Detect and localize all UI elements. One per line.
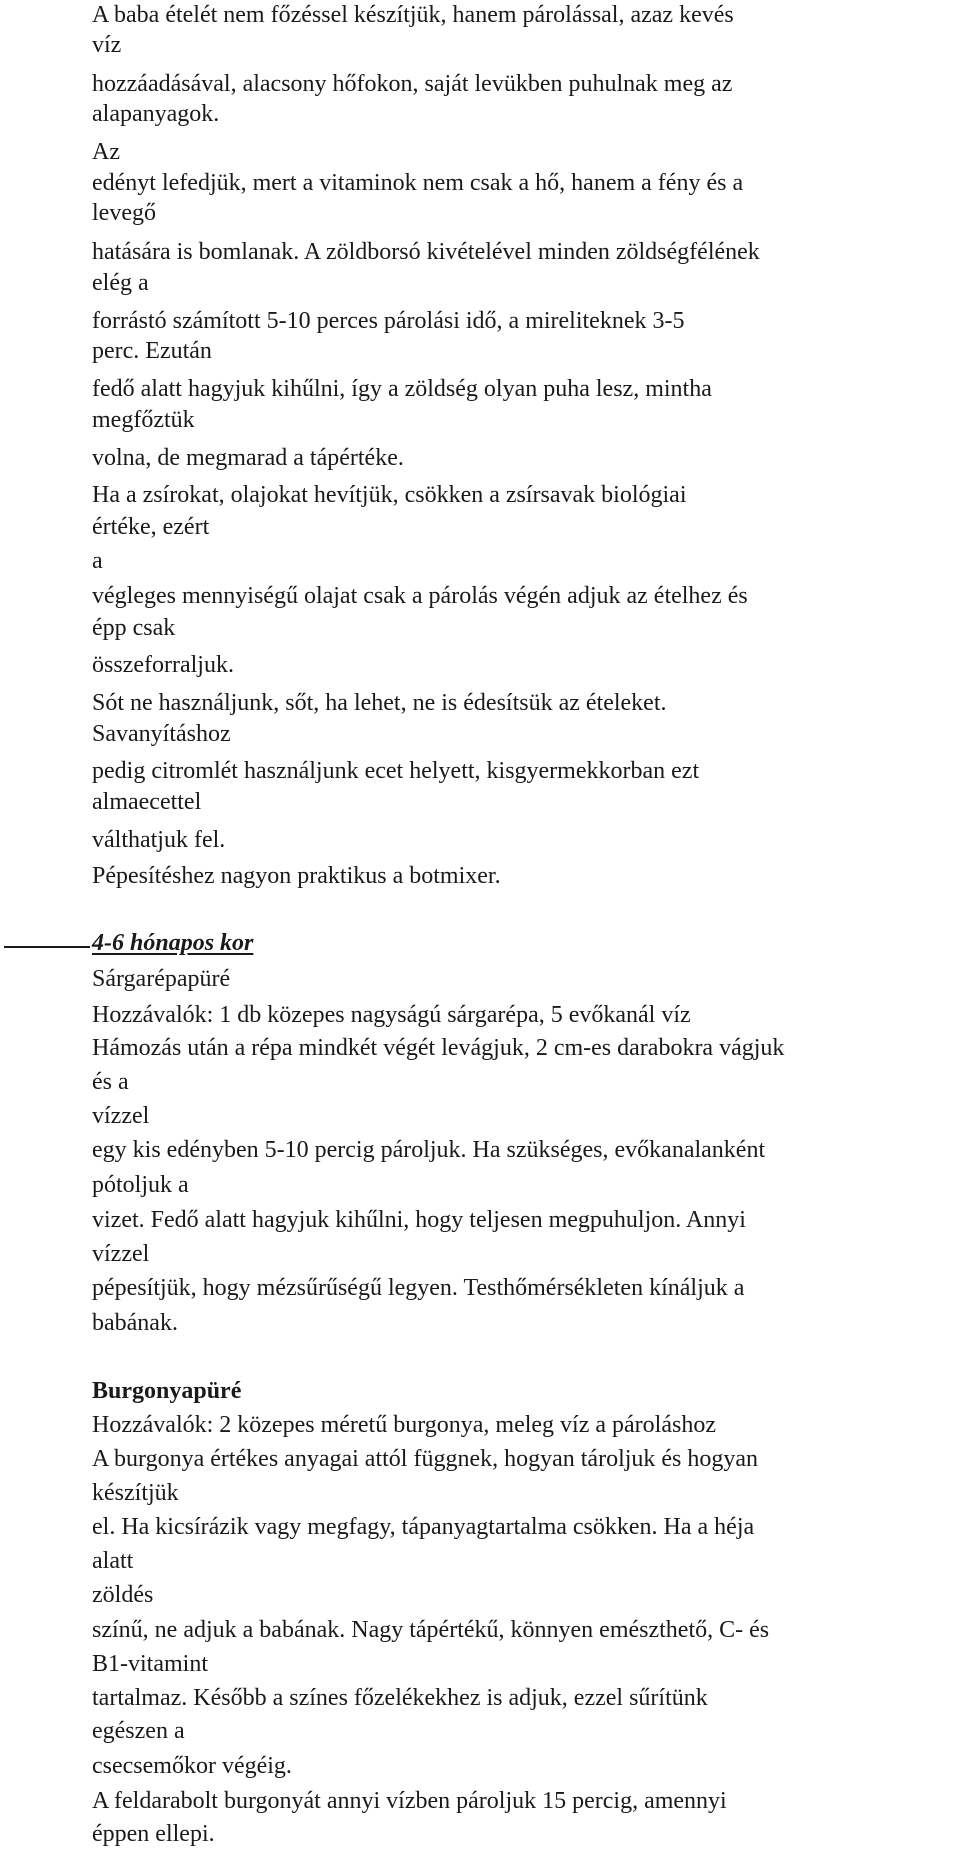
intro-line: edényt lefedjük, mert a vitaminok nem csak a hő, hanem a fény és a: [92, 170, 744, 196]
intro-line: almaecettel: [92, 789, 202, 815]
intro-line: értéke, ezért: [92, 514, 210, 540]
carrot-line: vizet. Fedő alatt hagyjuk kihűlni, hogy teljesen megpuhuljon. Annyi: [92, 1207, 746, 1233]
intro-line: összeforraljuk.: [92, 652, 234, 678]
intro-line: a: [92, 548, 103, 574]
intro-line: A baba ételét nem főzéssel készítjük, hanem párolással, azaz kevés: [92, 2, 734, 28]
potato-line: A burgonya értékes anyagai attól függnek, hogyan tároljuk és hogyan: [92, 1446, 759, 1472]
carrot-line: vízzel: [92, 1241, 150, 1267]
intro-line: forrástó számított 5-10 perces párolási idő, a mireliteknek 3-5: [92, 308, 685, 334]
potato-title: Burgonyapüré: [92, 1378, 242, 1404]
potato-line: B1-vitamint: [92, 1651, 208, 1677]
carrot-line: Hozzávalók: 1 db közepes nagyságú sárgarépa, 5 evőkanál víz: [92, 1002, 691, 1028]
intro-line: megfőztük: [92, 407, 195, 433]
intro-line: válthatjuk fel.: [92, 827, 226, 853]
intro-line: végleges mennyiségű olajat csak a párolás végén adjuk az ételhez és: [92, 583, 748, 609]
intro-line: levegő: [92, 200, 156, 226]
intro-line: volna, de megmarad a tápértéke.: [92, 445, 404, 471]
intro-line: perc. Ezután: [92, 338, 212, 364]
intro-line: épp csak: [92, 615, 176, 641]
potato-line: csecsemőkor végéig.: [92, 1753, 292, 1779]
intro-line: Az: [92, 139, 120, 165]
carrot-line: pépesítjük, hogy mézsűrűségű legyen. Testhőmérsékleten kínáljuk a: [92, 1275, 745, 1301]
intro-line: Pépesítéshez nagyon praktikus a botmixer.: [92, 863, 501, 889]
intro-line: hozzáadásával, alacsony hőfokon, saját levükben puhulnak meg az: [92, 71, 733, 97]
section-heading: 4-6 hónapos kor: [92, 930, 254, 956]
intro-line: Ha a zsírokat, olajokat hevítjük, csökken a zsírsavak biológiai: [92, 482, 687, 508]
intro-line: Sót ne használjunk, sőt, ha lehet, ne is édesítsük az ételeket.: [92, 690, 667, 716]
potato-line: Hozzávalók: 2 közepes méretű burgonya, meleg víz a pároláshoz: [92, 1412, 716, 1438]
carrot-line: babának.: [92, 1310, 178, 1336]
potato-line: A feldarabolt burgonyát annyi vízben pároljuk 15 percig, amennyi: [92, 1788, 727, 1814]
potato-line: színű, ne adjuk a babának. Nagy tápértékű, könnyen emészthető, C- és: [92, 1617, 770, 1643]
potato-line: egészen a: [92, 1718, 185, 1744]
intro-line: pedig citromlét használjunk ecet helyett, kisgyermekkorban ezt: [92, 758, 700, 784]
carrot-line: vízzel: [92, 1103, 150, 1129]
potato-line: alatt: [92, 1548, 134, 1574]
potato-line: tartalmaz. Később a színes főzelékekhez is adjuk, ezzel sűrítünk: [92, 1685, 708, 1711]
intro-line: fedő alatt hagyjuk kihűlni, így a zöldség olyan puha lesz, mintha: [92, 376, 712, 402]
intro-line: víz: [92, 32, 122, 58]
potato-line: el. Ha kicsírázik vagy megfagy, tápanyagtartalma csökken. Ha a héja: [92, 1514, 755, 1540]
carrot-line: és a: [92, 1069, 129, 1095]
carrot-title: Sárgarépapüré: [92, 966, 231, 992]
heading-rule: [4, 946, 90, 948]
intro-line: elég a: [92, 270, 149, 296]
intro-line: hatására is bomlanak. A zöldborsó kivételével minden zöldségfélének: [92, 239, 760, 265]
potato-line: éppen ellepi.: [92, 1821, 215, 1847]
potato-line: készítjük: [92, 1480, 179, 1506]
intro-line: Savanyításhoz: [92, 721, 231, 747]
intro-line: alapanyagok.: [92, 101, 220, 127]
potato-line: zöldés: [92, 1582, 154, 1608]
carrot-line: egy kis edényben 5-10 percig pároljuk. Ha szükséges, evőkanalanként: [92, 1137, 766, 1163]
carrot-line: pótoljuk a: [92, 1172, 189, 1198]
carrot-line: Hámozás után a répa mindkét végét levágjuk, 2 cm-es darabokra vágjuk: [92, 1035, 785, 1061]
